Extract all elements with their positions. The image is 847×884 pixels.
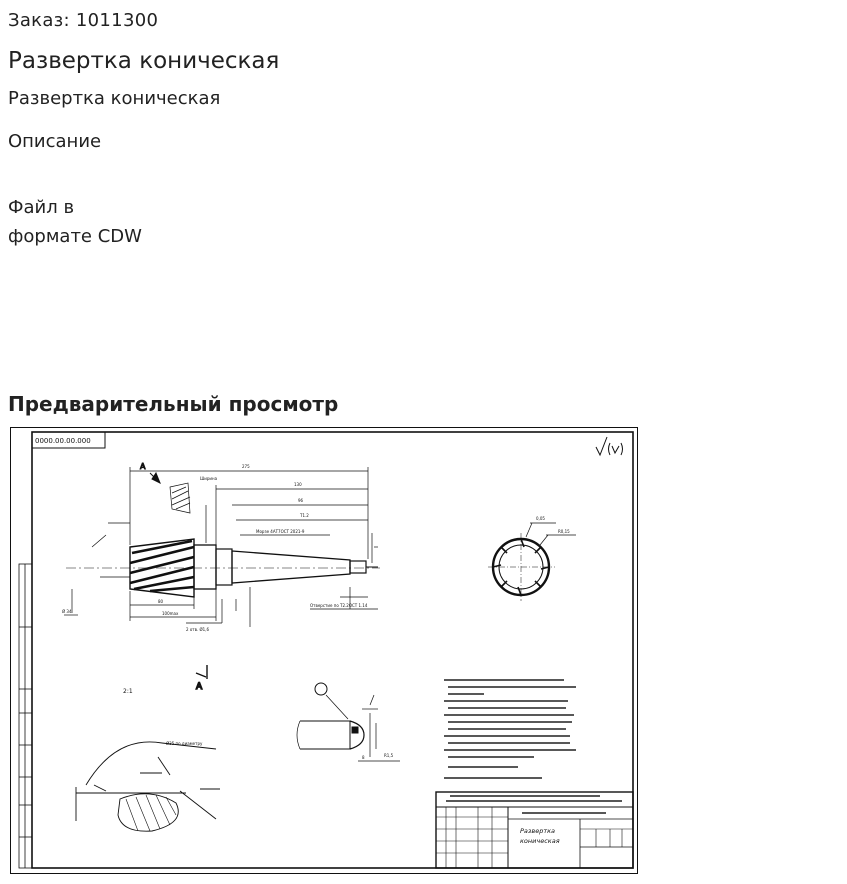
engineering-drawing [10,427,638,874]
dim-text: 275 [242,464,250,469]
dim-text: 80 [158,599,164,604]
title-block-name-line1: Развертка [520,827,556,835]
product-subtitle: Развертка коническая [8,88,221,109]
file-format-line-2: формате CDW [8,226,142,247]
dim-text: 100max [162,611,179,616]
dim-text: Ø 34 [62,609,72,614]
file-format-line-1: Файл в [8,197,75,218]
corner-designation-text: 0000.00.00.000 [35,437,91,445]
dim-text: Т1.2 [300,513,309,518]
title-block-name-line2: коническая [520,837,560,845]
page-title: Развертка коническая [8,48,280,74]
order-number: Заказ: 1011300 [8,10,159,31]
scale-note: 2:1 [123,688,133,695]
dim-text: 2 отв. Ø1,6 [186,627,210,632]
dim-text: Отверстие по Т2.2ОСТ 1.14 [310,603,368,608]
preview-heading: Предварительный просмотр [8,392,339,416]
description-heading: Описание [8,131,102,152]
file-format-note [8,193,208,251]
dim-text: 96 [298,498,304,503]
drawing-preview-image[interactable] [10,427,638,874]
profile-dim-text: Ø35 по диаметру [166,741,203,746]
dim-text: 130 [294,482,302,487]
dim-text: Ширина [200,476,218,481]
tang-dim-text: R1,5 [384,753,394,758]
section-dim-text: R0,15 [558,529,570,534]
section-label-top: А [140,462,146,471]
tang-dim-text: 8 [362,755,365,760]
view-label: А [196,682,203,692]
section-dim-text: 0,05 [536,516,545,521]
dim-text: Морзе 4АТ7ОСТ 2021-9 [256,529,305,534]
